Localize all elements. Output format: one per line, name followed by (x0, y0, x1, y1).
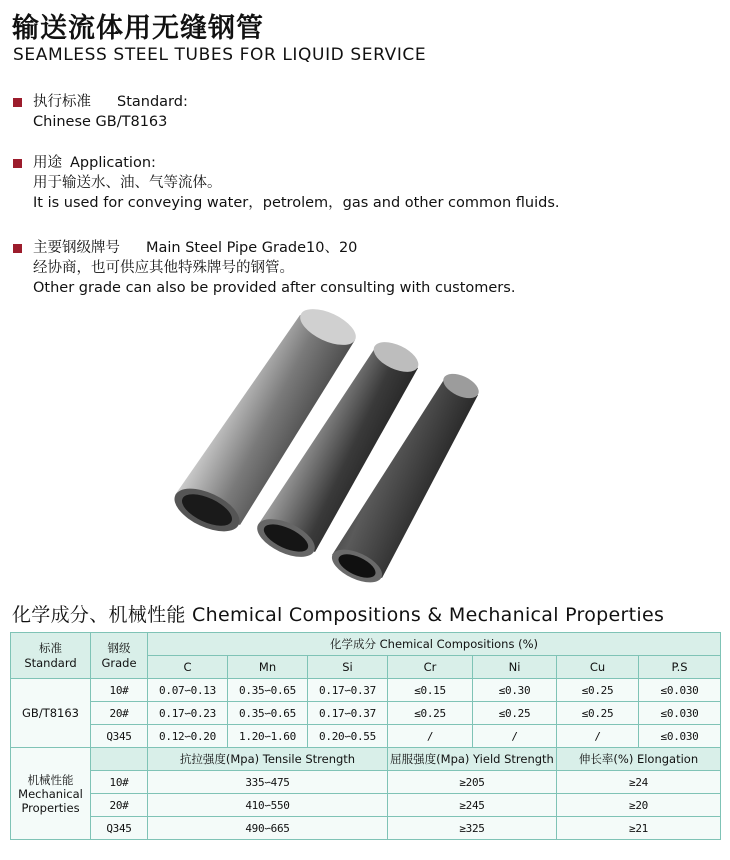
element-c: C (148, 656, 228, 679)
element-ni: Ni (473, 656, 557, 679)
page-title-en: SEAMLESS STEEL TUBES FOR LIQUID SERVICE (13, 45, 427, 65)
standard-cell: GB/T8163 (11, 679, 91, 748)
standard-value: Chinese GB/T8163 (33, 114, 168, 130)
chem-cell: 0.12∽0.20 (148, 725, 228, 748)
yield-cell: ≥325 (388, 817, 557, 840)
grade-cell: 10# (91, 679, 148, 702)
chem-cell: ≤0.25 (388, 702, 473, 725)
chem-cell: / (557, 725, 639, 748)
mech-header-row (11, 748, 721, 771)
grade-cell: 20# (91, 702, 148, 725)
chem-cell: 0.17∽0.23 (148, 702, 228, 725)
table-row (11, 817, 721, 840)
chem-cell: ≤0.25 (473, 702, 557, 725)
element-mn: Mn (228, 656, 308, 679)
chem-cell: / (388, 725, 473, 748)
tensile-cell: 335∽475 (148, 771, 388, 794)
grade-cell: Q345 (91, 725, 148, 748)
header-grade (91, 633, 148, 679)
steel-pipes-image (150, 300, 480, 590)
grade-line-cn: 经协商，也可供应其他特殊牌号的钢管。 (33, 260, 294, 276)
spec-table (10, 632, 721, 840)
application-label-cn: 用途 (33, 155, 62, 171)
chem-cell: ≤0.25 (557, 679, 639, 702)
standard-label-cn: 执行标准 (33, 94, 91, 110)
table-row (11, 794, 721, 817)
element-si: Si (308, 656, 388, 679)
grade-cell: Q345 (91, 817, 148, 840)
yield-cell: ≥245 (388, 794, 557, 817)
element-ps: P.S (639, 656, 721, 679)
elongation-cell: ≥24 (557, 771, 721, 794)
grade-section (13, 238, 515, 298)
bullet-square-icon (13, 244, 22, 253)
header-elongation: 伸长率(%) Elongation (557, 748, 721, 771)
header-yield: 屈服强度(Mpa) Yield Strength (388, 748, 557, 771)
header-grade-en: Grade (101, 655, 137, 670)
table-header-row (11, 633, 721, 656)
tensile-cell: 410∽550 (148, 794, 388, 817)
header-chem: 化学成分 Chemical Compositions (%) (148, 633, 721, 656)
header-standard-cn: 标准 (39, 640, 62, 655)
chem-cell: ≤0.030 (639, 679, 721, 702)
elongation-cell: ≥21 (557, 817, 721, 840)
tensile-cell: 490∽665 (148, 817, 388, 840)
table-row (11, 679, 721, 702)
chem-cell: / (473, 725, 557, 748)
grade-label-en: Main Steel Pipe Grade10、20 (146, 240, 358, 256)
chem-cell: 0.17∽0.37 (308, 702, 388, 725)
chem-cell: ≤0.15 (388, 679, 473, 702)
mech-label (11, 748, 91, 840)
chem-cell: 0.35∽0.65 (228, 679, 308, 702)
header-tensile: 抗拉强度(Mpa) Tensile Strength (148, 748, 388, 771)
bullet-square-icon (13, 159, 22, 168)
elongation-cell: ≥20 (557, 794, 721, 817)
element-cu: Cu (557, 656, 639, 679)
section-title: 化学成分、机械性能 Chemical Compositions & Mechanical Properties (12, 604, 665, 626)
application-line-cn: 用于输送水、油、气等流体。 (33, 175, 222, 191)
standard-section (13, 92, 188, 132)
element-cr: Cr (388, 656, 473, 679)
grade-label-cn: 主要钢级牌号 (33, 240, 120, 256)
chem-cell: 0.20∽0.55 (308, 725, 388, 748)
chem-cell: ≤0.25 (557, 702, 639, 725)
table-row (11, 725, 721, 748)
bullet-square-icon (13, 98, 22, 107)
application-line-en: It is used for conveying water，petrolem，gas and other common fluids. (33, 195, 560, 211)
standard-label-en: Standard: (117, 94, 188, 110)
page-title-cn: 输送流体用无缝钢管 (12, 13, 264, 44)
grade-line-en: Other grade can also be provided after consulting with customers. (33, 280, 516, 296)
application-section (13, 153, 560, 213)
chem-cell: ≤0.030 (639, 702, 721, 725)
mech-label-en: Mechanical Properties (18, 786, 83, 815)
header-standard-en: Standard (24, 655, 77, 670)
chem-cell: 0.35∽0.65 (228, 702, 308, 725)
header-standard (11, 633, 91, 679)
table-row (11, 702, 721, 725)
table-row (11, 771, 721, 794)
mech-label-cn: 机械性能 (27, 772, 74, 787)
header-grade-cn: 钢级 (107, 640, 131, 655)
chem-cell: 0.07∽0.13 (148, 679, 228, 702)
chem-cell: 0.17∽0.37 (308, 679, 388, 702)
yield-cell: ≥205 (388, 771, 557, 794)
grade-cell: 20# (91, 794, 148, 817)
chem-cell: ≤0.30 (473, 679, 557, 702)
chem-cell: 1.20∽1.60 (228, 725, 308, 748)
chem-cell: ≤0.030 (639, 725, 721, 748)
application-label-en: Application: (70, 155, 156, 171)
grade-cell: 10# (91, 771, 148, 794)
